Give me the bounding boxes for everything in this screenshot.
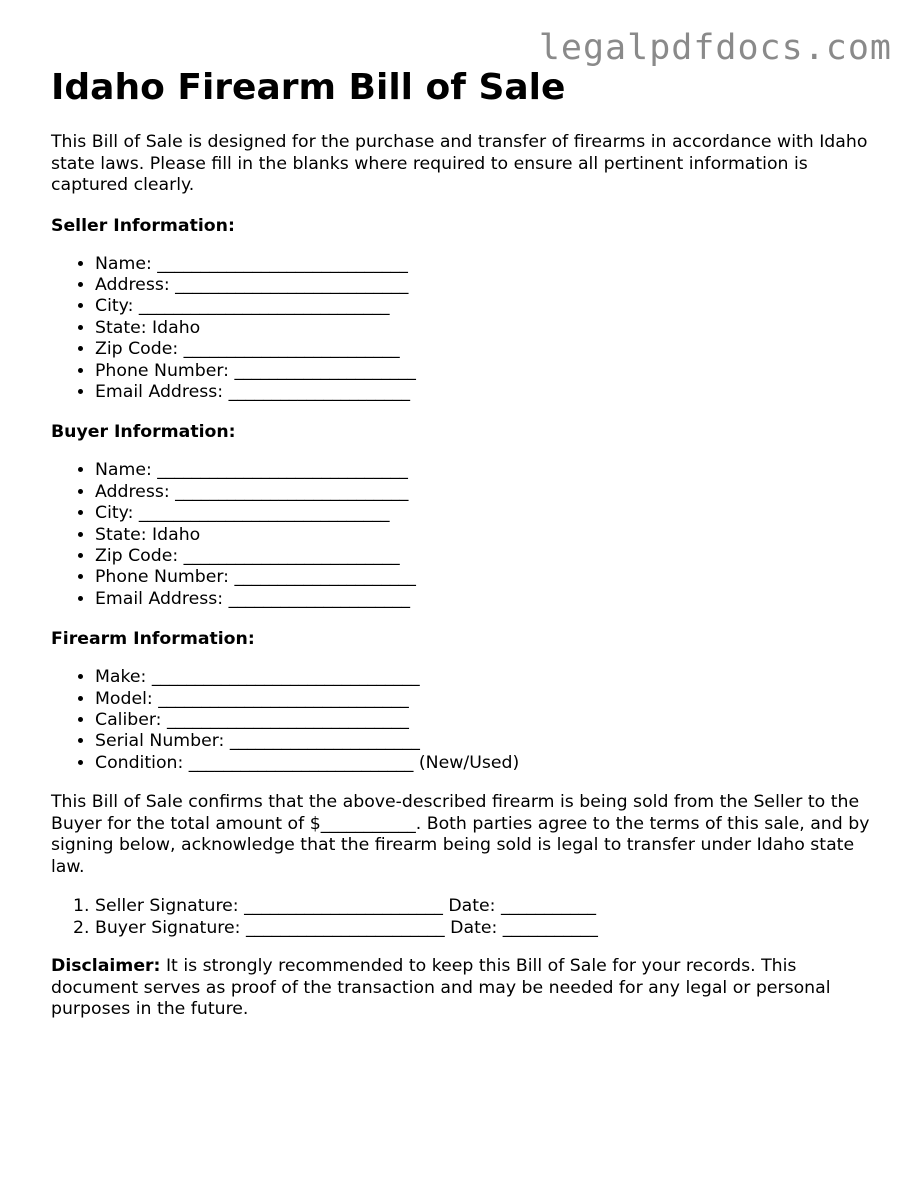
firearm-info-list <box>51 667 881 774</box>
seller-state-field: • State: Idaho <box>95 318 881 339</box>
disclaimer-label: Disclaimer: <box>51 956 161 977</box>
document-page <box>51 64 881 1021</box>
buyer-state-field: • State: Idaho <box>95 525 881 546</box>
signature-list <box>51 896 881 939</box>
buyer-signature-line: 2. Buyer Signature: _______________________ Date: ___________ <box>95 918 881 939</box>
buyer-city-field: • City: _____________________________ <box>95 503 881 524</box>
buyer-phone-field: • Phone Number: _____________________ <box>95 567 881 588</box>
buyer-zip-field: • Zip Code: _________________________ <box>95 546 881 567</box>
page-title: Idaho Firearm Bill of Sale <box>51 67 566 108</box>
buyer-address-field: • Address: ___________________________ <box>95 482 881 503</box>
buyer-info-list <box>51 460 881 610</box>
buyer-section-heading: Buyer Information: <box>51 422 236 443</box>
firearm-serial-field: • Serial Number: ______________________ <box>95 731 881 752</box>
watermark-logo: legalpdfdocs.com <box>538 28 892 68</box>
seller-city-field: • City: _____________________________ <box>95 296 881 317</box>
intro-paragraph: This Bill of Sale is designed for the purchase and transfer of firearms in accordance with Idaho state laws. Please fill in the blanks where required to ensure all pertinent information is captured clearly. <box>51 132 868 195</box>
seller-signature-line: 1. Seller Signature: _______________________ Date: ___________ <box>95 896 881 917</box>
seller-address-field: • Address: ___________________________ <box>95 275 881 296</box>
seller-name-field: • Name: _____________________________ <box>95 254 881 275</box>
disclaimer-text: It is strongly recommended to keep this Bill of Sale for your records. This document serves as proof of the transaction and may be needed for any legal or personal purposes in the future. <box>51 956 831 1020</box>
firearm-condition-field: • Condition: __________________________ (New/Used) <box>95 753 881 774</box>
seller-email-field: • Email Address: _____________________ <box>95 382 881 403</box>
seller-info-list <box>51 254 881 404</box>
seller-zip-field: • Zip Code: _________________________ <box>95 339 881 360</box>
firearm-model-field: • Model: _____________________________ <box>95 689 881 710</box>
firearm-section-heading: Firearm Information: <box>51 629 255 650</box>
buyer-name-field: • Name: _____________________________ <box>95 460 881 481</box>
firearm-make-field: • Make: _______________________________ <box>95 667 881 688</box>
firearm-caliber-field: • Caliber: ____________________________ <box>95 710 881 731</box>
seller-phone-field: • Phone Number: _____________________ <box>95 361 881 382</box>
disclaimer-paragraph <box>51 956 881 1021</box>
seller-section-heading: Seller Information: <box>51 215 235 236</box>
buyer-email-field: • Email Address: _____________________ <box>95 589 881 610</box>
confirmation-paragraph: This Bill of Sale confirms that the above-described firearm is being sold from the Seller to the Buyer for the total amount of $___________. Both parties agree to the terms of this sale, and by signing below, acknowledge that the firearm being sold is legal to transfer under Idaho state law. <box>51 792 870 877</box>
